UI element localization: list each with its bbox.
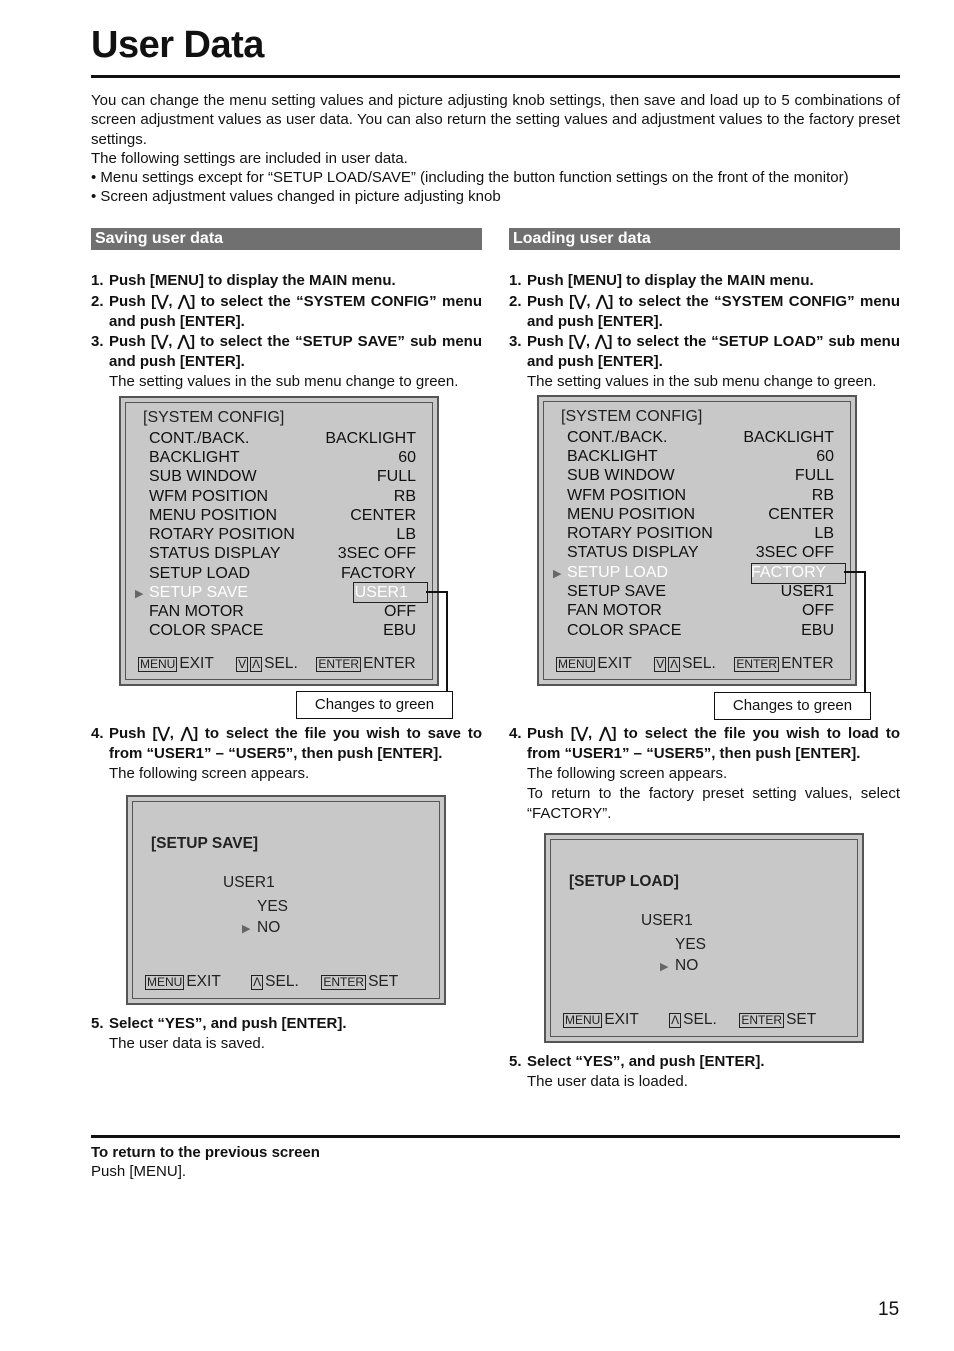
step-2: 2. Push [⋁, ⋀] to select the “SYSTEM CONFIG” menu and push [ENTER]. xyxy=(91,293,482,330)
step-3: 3. Push [⋁, ⋀] to select the “SETUP SAVE” sub menu and push [ENTER]. The setting values in the sub menu change to green. xyxy=(91,333,482,390)
dialog-no: NO xyxy=(675,957,699,974)
system-config-screen xyxy=(119,396,439,686)
enter-key-icon: ENTER xyxy=(323,975,365,989)
up-key-icon: Λ xyxy=(253,975,262,989)
menu-row: BACKLIGHT 60 xyxy=(567,448,834,465)
page-title: User Data xyxy=(91,24,264,66)
step-3: 3. Push [⋁, ⋀] to select the “SETUP LOAD” sub menu and push [ENTER]. The setting values in the sub menu change to green. xyxy=(509,333,900,390)
step-4: 4. Push [⋁, ⋀] to select the file you wish to save to from “USER1” – “USER5”, then push [ENTER]. The following screen appears. xyxy=(91,725,482,782)
enter-key-icon: ENTER xyxy=(741,1013,783,1027)
system-config-screen xyxy=(537,395,857,686)
down-key-icon: V xyxy=(656,657,665,671)
section-heading: Loading user data xyxy=(509,228,900,250)
menu-row: WFM POSITION RB xyxy=(567,487,834,504)
intro-bullet: • Screen adjustment values changed in picture adjusting knob xyxy=(91,188,501,206)
menu-row: WFM POSITION RB xyxy=(149,488,416,505)
menu-row-selected: SETUP LOAD FACTORY xyxy=(567,564,826,581)
menu-row: MENU POSITION CENTER xyxy=(149,507,416,524)
menu-row: SUB WINDOW FULL xyxy=(567,467,834,484)
menu-key-icon: MENU xyxy=(558,657,594,671)
dialog-title: [SETUP SAVE] xyxy=(151,835,259,852)
up-key-icon: Λ xyxy=(670,657,679,671)
cursor-arrow-icon: ▶ xyxy=(135,588,144,600)
callout: Changes to green xyxy=(714,692,871,720)
cursor-arrow-icon: ▶ xyxy=(242,923,251,935)
intro-line: The following settings are included in user data. xyxy=(91,149,408,167)
down-key-icon: V xyxy=(238,657,247,671)
menu-row-selected: SETUP SAVE USER1 xyxy=(149,584,408,601)
menu-row: COLOR SPACE EBU xyxy=(567,622,834,639)
menu-row: CONT./BACK. BACKLIGHT xyxy=(567,429,834,446)
menu-title: [SYSTEM CONFIG] xyxy=(143,409,285,426)
dialog-title: [SETUP LOAD] xyxy=(569,873,679,890)
menu-key-icon: MENU xyxy=(147,975,183,989)
cursor-arrow-icon: ▶ xyxy=(553,568,562,580)
menu-row: SUB WINDOW FULL xyxy=(149,468,416,485)
dialog-yes: YES xyxy=(257,898,289,915)
page-number: 15 xyxy=(878,1299,900,1320)
setup-save-screen xyxy=(126,795,446,1005)
dialog-footer: MENU EXIT Λ SEL. ENTER SET xyxy=(565,1011,817,1028)
saving-column xyxy=(91,228,482,1052)
return-body: Push [MENU]. xyxy=(91,1163,187,1180)
menu-footer: MENU EXIT V Λ SEL. ENTER ENTER xyxy=(558,655,834,672)
menu-footer: MENU EXIT V Λ SEL. ENTER ENTER xyxy=(140,655,416,672)
menu-row: STATUS DISPLAY 3SEC OFF xyxy=(149,545,416,562)
menu-row: MENU POSITION CENTER xyxy=(567,506,834,523)
loading-column xyxy=(509,228,900,1090)
step-5: 5. Select “YES”, and push [ENTER]. The user data is loaded. xyxy=(509,1053,765,1090)
menu-title: [SYSTEM CONFIG] xyxy=(561,408,703,425)
menu-row: FAN MOTOR OFF xyxy=(567,602,834,619)
menu-row: BACKLIGHT 60 xyxy=(149,449,416,466)
menu-row: ROTARY POSITION LB xyxy=(567,525,834,542)
step-2: 2. Push [⋁, ⋀] to select the “SYSTEM CONFIG” menu and push [ENTER]. xyxy=(509,293,900,330)
leader-line xyxy=(864,571,866,692)
dialog-yes: YES xyxy=(675,936,707,953)
bottom-rule xyxy=(91,1135,900,1138)
menu-row: SETUP LOAD FACTORY xyxy=(149,565,416,582)
intro-paragraph: You can change the menu setting values and picture adjusting knob settings, then save and load up to 5 combinations of screen adjustment values as user data. You can also return the setting values and adjustment values to the factory preset settings. xyxy=(91,92,900,148)
menu-row: COLOR SPACE EBU xyxy=(149,622,416,639)
menu-row: SETUP SAVE USER1 xyxy=(567,583,834,600)
return-heading: To return to the previous screen xyxy=(91,1144,320,1161)
intro-bullet: • Menu settings except for “SETUP LOAD/SAVE” (including the button function settings on the front of the monitor) xyxy=(91,169,849,187)
menu-row: ROTARY POSITION LB xyxy=(149,526,416,543)
title-rule xyxy=(91,75,900,78)
cursor-arrow-icon: ▶ xyxy=(660,961,669,973)
callout: Changes to green xyxy=(296,691,453,719)
menu-key-icon: MENU xyxy=(140,657,176,671)
dialog-no: NO xyxy=(257,919,281,936)
menu-row: FAN MOTOR OFF xyxy=(149,603,416,620)
dialog-footer: MENU EXIT Λ SEL. ENTER SET xyxy=(147,973,399,990)
menu-key-icon: MENU xyxy=(565,1013,601,1027)
up-key-icon: Λ xyxy=(252,657,261,671)
leader-line xyxy=(844,571,865,573)
leader-line xyxy=(446,591,448,691)
up-key-icon: Λ xyxy=(671,1013,680,1027)
step-4: 4. Push [⋁, ⋀] to select the file you wish to load to from “USER1” – “USER5”, then push [ENTER]. The following screen appears. To return to the factory preset setting values, select “FACTORY”. xyxy=(509,725,900,822)
enter-key-icon: ENTER xyxy=(318,657,360,671)
step-1: 1. Push [MENU] to display the MAIN menu. xyxy=(509,272,814,289)
step-5: 5. Select “YES”, and push [ENTER]. The user data is saved. xyxy=(91,1015,347,1052)
dialog-file: USER1 xyxy=(223,874,275,891)
enter-key-icon: ENTER xyxy=(736,657,778,671)
leader-line xyxy=(426,591,447,593)
setup-load-screen xyxy=(544,833,864,1043)
section-heading: Saving user data xyxy=(91,228,482,250)
menu-row: CONT./BACK. BACKLIGHT xyxy=(149,430,416,447)
menu-row: STATUS DISPLAY 3SEC OFF xyxy=(567,544,834,561)
step-1: 1. Push [MENU] to display the MAIN menu. xyxy=(91,272,396,289)
intro xyxy=(91,91,900,207)
dialog-file: USER1 xyxy=(641,912,693,929)
